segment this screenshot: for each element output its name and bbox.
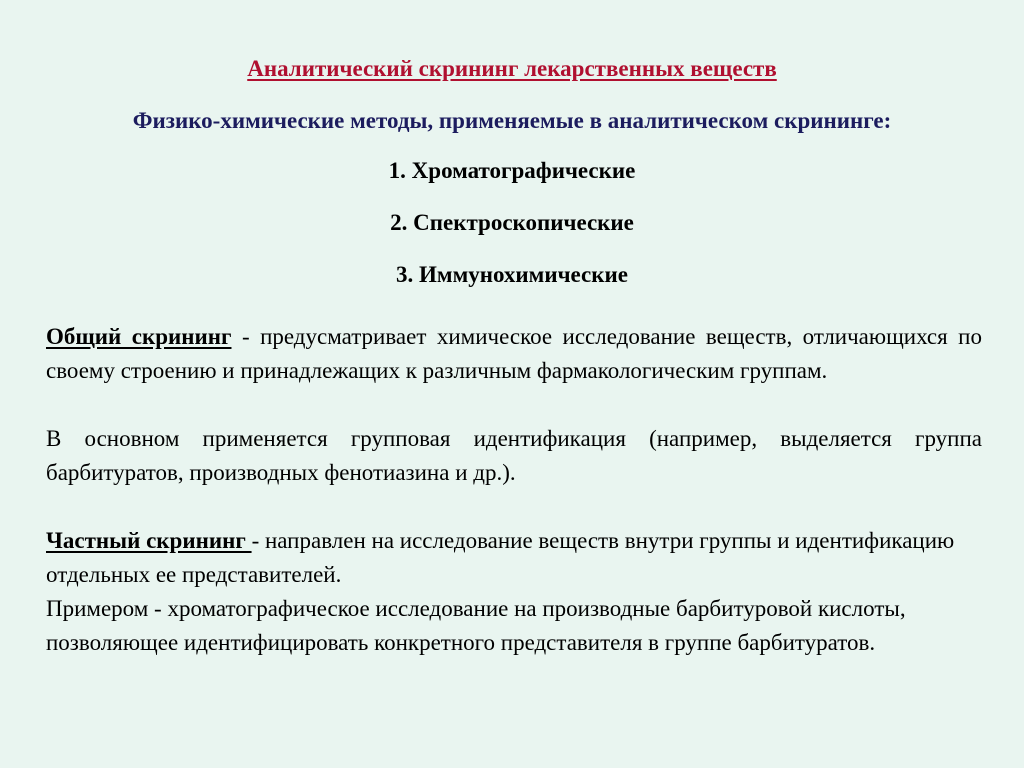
general-screening-term: Общий скрининг [46,324,232,349]
general-screening-paragraph [46,320,982,388]
particular-screening-paragraph [46,524,982,592]
particular-screening-term: Частный скрининг [46,528,252,553]
method-item-immunochemical: 3. Иммунохимические [396,262,628,287]
method-item-chromatographic: 1. Хроматографические [388,158,636,183]
method-item-spectroscopic: 2. Спектроскопические [390,210,634,235]
slide-subtitle: Физико-химические методы, применяемые в аналитическом скрининге: [132,108,892,133]
particular-screening-note: Примером - хроматографическое исследование на производные барбитуровой кислоты, позволяющее идентифицировать конкретного представителя в группе барбитуратов. [46,596,906,655]
general-screening-definition: - предусматривает химическое исследование веществ, отличающихся по своему строению и принадлежащих к различным фармакологическим группам. [46,324,982,383]
slide-title: Аналитический скрининг лекарственных веществ [247,56,777,81]
methods-list [0,156,1024,312]
particular-screening-definition: - направлен на исследование веществ внутри группы и идентификацию отдельных ее представителей. [46,528,955,587]
general-screening-note: В основном применяется групповая идентификация (например, выделяется группа барбитуратов, производных фенотиазина и др.). [46,426,982,485]
